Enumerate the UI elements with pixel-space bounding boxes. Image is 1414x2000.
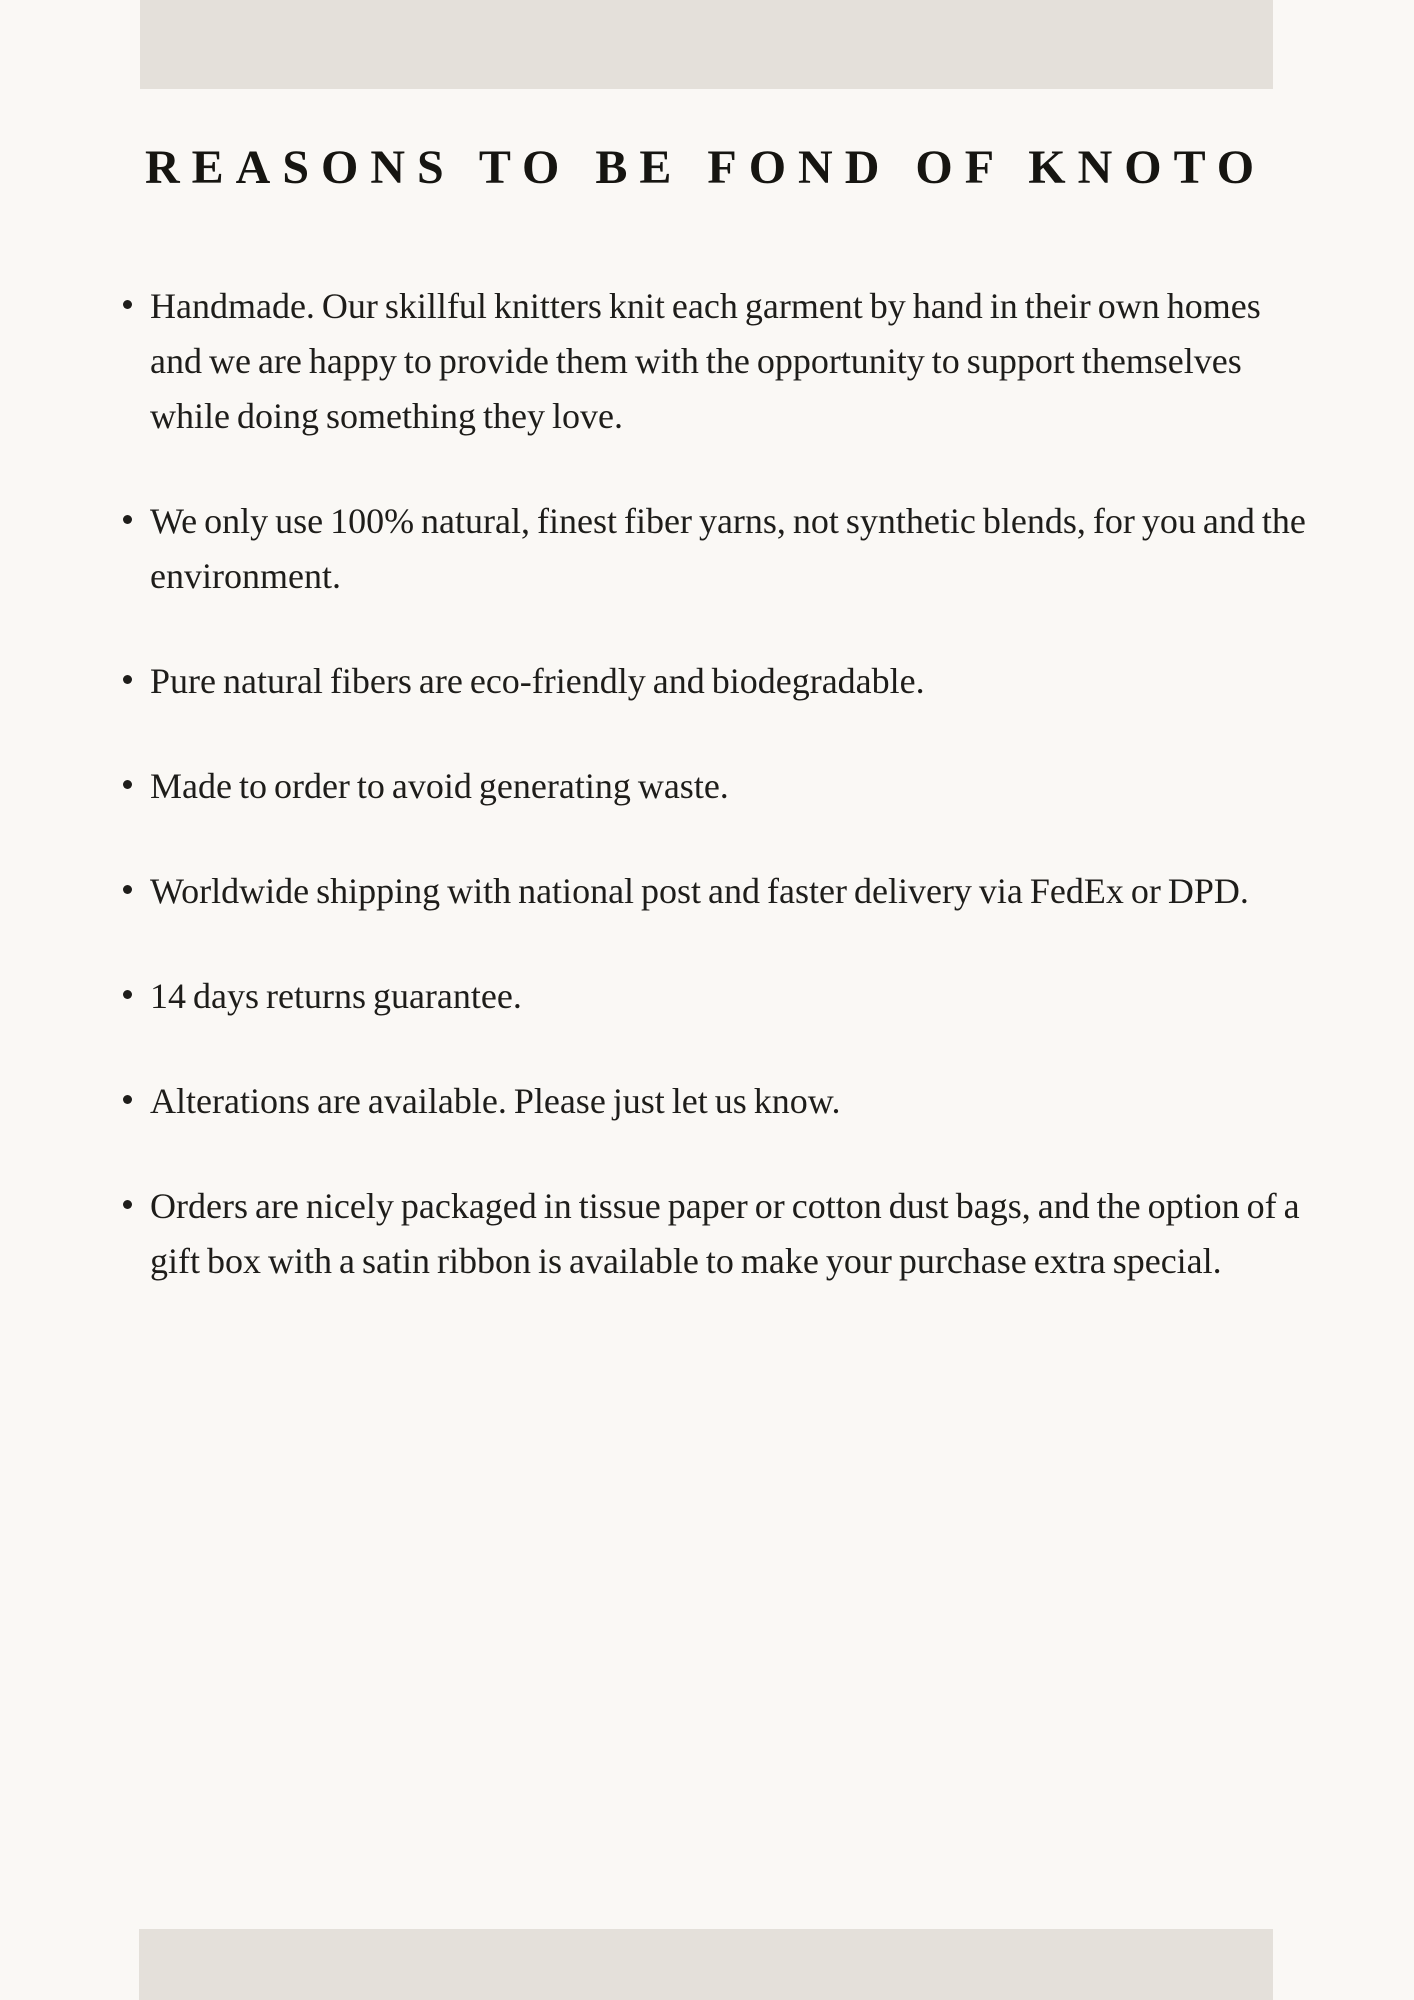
list-item: Worldwide shipping with national post and faster delivery via FedEx or DPD.	[150, 864, 1310, 919]
page-title: REASONS TO BE FOND OF KNOTO	[145, 141, 1267, 194]
list-item: We only use 100% natural, finest fiber yarns, not synthetic blends, for you and the environment.	[150, 494, 1310, 604]
list-item: Handmade. Our skillful knitters knit each garment by hand in their own homes and we are happy to provide them with the opportunity to support themselves while doing something they love.	[150, 279, 1310, 444]
bottom-image-band	[139, 1929, 1273, 2000]
bullet-list	[150, 279, 1310, 1339]
list-item: Made to order to avoid generating waste.	[150, 759, 1310, 814]
list-item: Pure natural fibers are eco-friendly and biodegradable.	[150, 654, 1310, 709]
list-item: Orders are nicely packaged in tissue paper or cotton dust bags, and the option of a gift box with a satin ribbon is available to make your purchase extra special.	[150, 1179, 1310, 1289]
list-item: 14 days returns guarantee.	[150, 969, 1310, 1024]
top-image-band	[140, 0, 1273, 89]
list-item: Alterations are available. Please just let us know.	[150, 1074, 1310, 1129]
